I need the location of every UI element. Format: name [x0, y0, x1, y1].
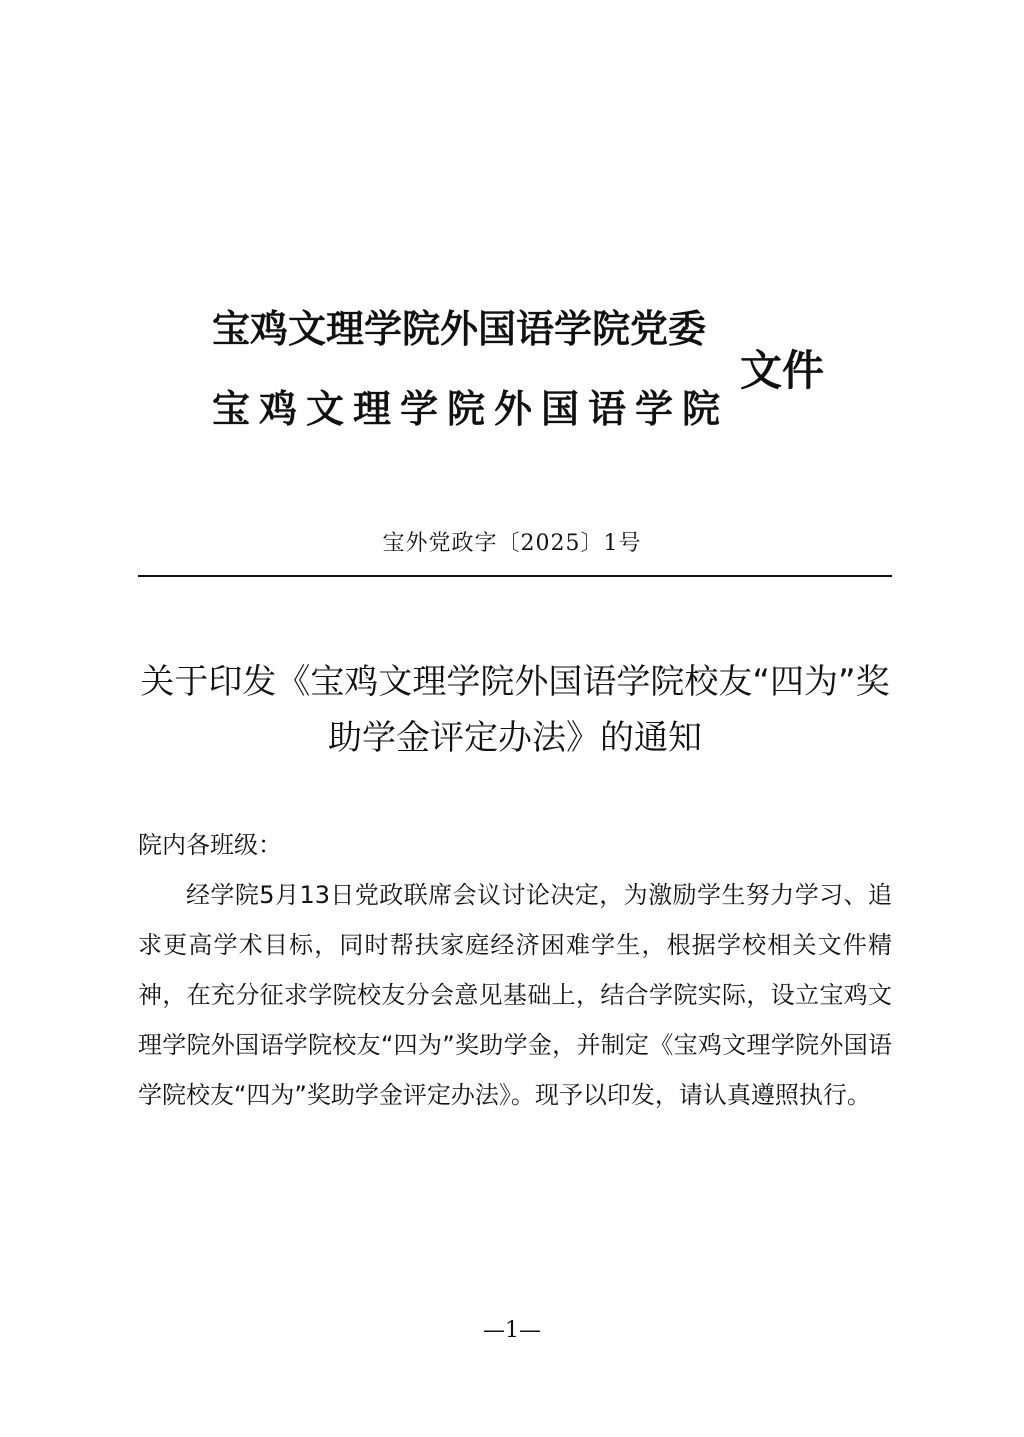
issuer-college: 宝鸡文理学院外国语学院 [212, 387, 730, 431]
body-paragraph: 经学院5月13日党政联席会议讨论决定，为激励学生努力学习、追求更高学术目标，同时帮扶家庭经济困难学生，根据学校相关文件精神，在充分征求学院校友分会意见基础上，结合学院实际，设立宝鸡文理学院外国语学院校友“四为”奖助学金，并制定《宝鸡文理学院外国语学院校友“四为”奖助学金评定办法》。现予以印发，请认真遵照执行。 [138, 881, 892, 1109]
salutation: 院内各班级： [138, 831, 282, 859]
header-divider [138, 575, 892, 577]
document-word: 文件 [740, 346, 825, 395]
issuer-party-committee: 宝鸡文理学院外国语学院党委 [212, 307, 707, 351]
notice-body [138, 820, 892, 1120]
issuer-header [212, 306, 852, 446]
page-number: —1— [483, 1318, 541, 1343]
notice-title: 关于印发《宝鸡文理学院外国语学院校友“四为”奖助学金评定办法》的通知 [140, 662, 890, 758]
document-number: 宝外党政字〔2025〕1号 [382, 531, 642, 556]
